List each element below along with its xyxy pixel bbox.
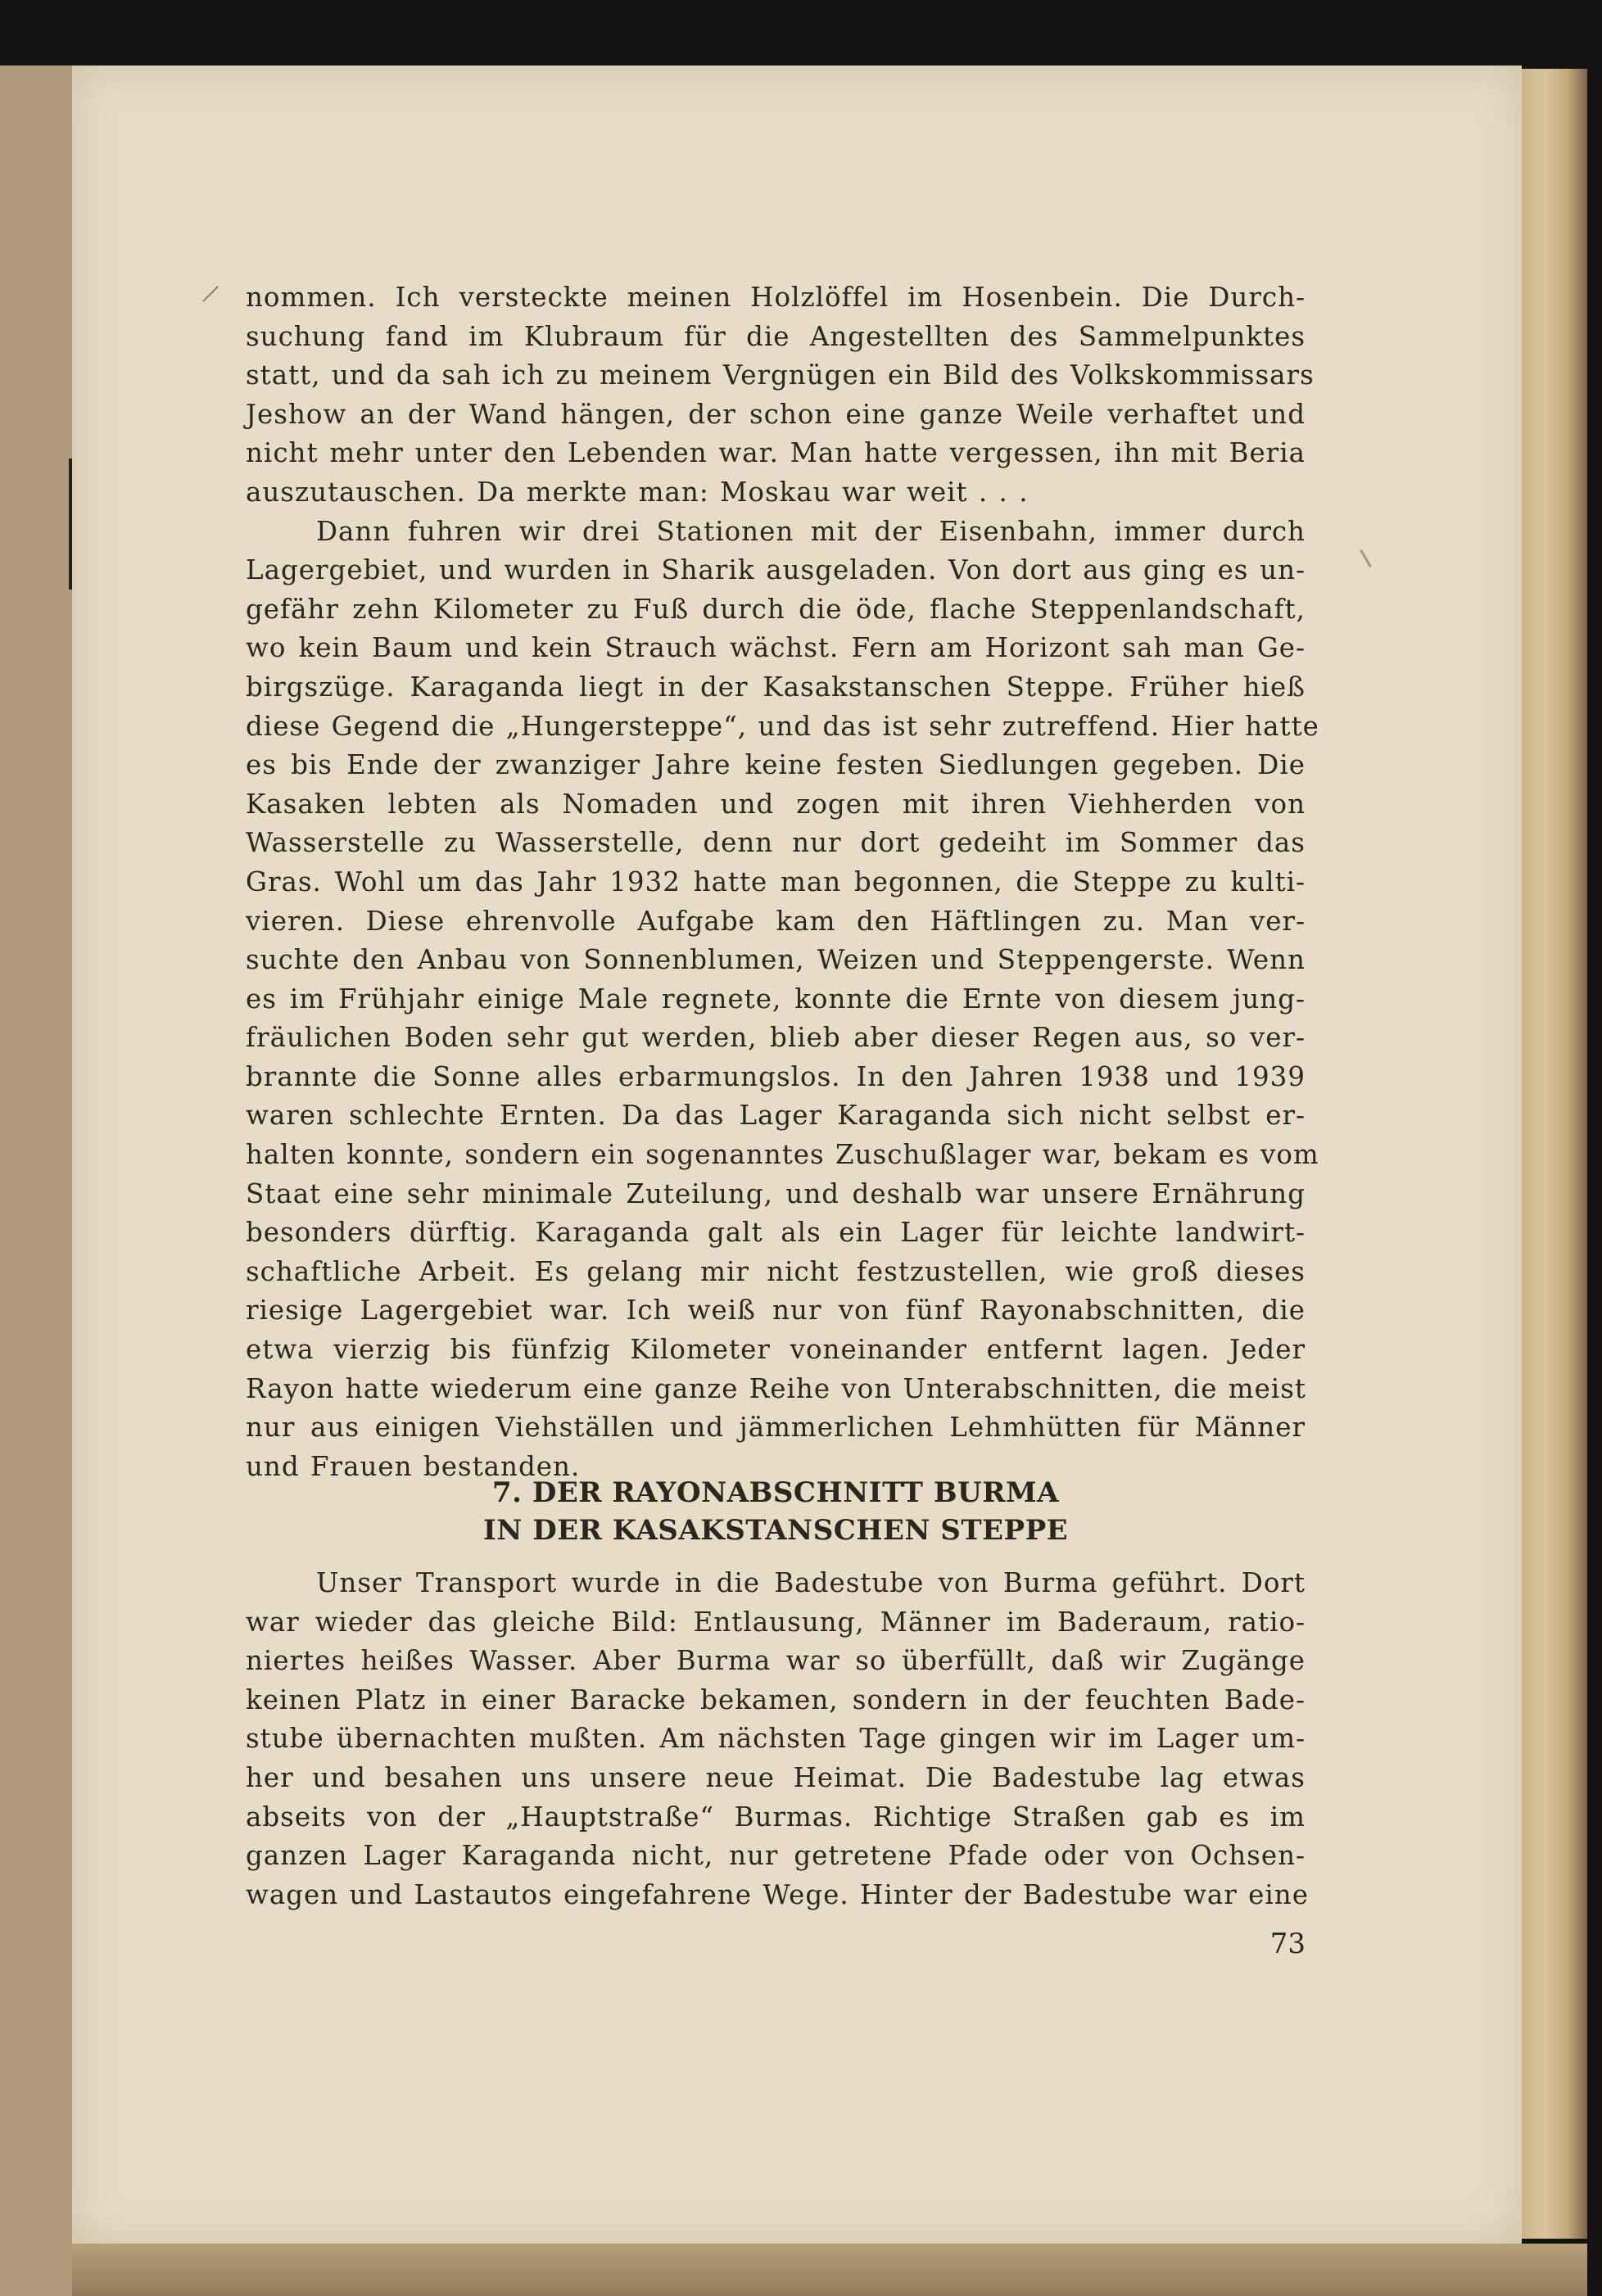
text-line: statt, und da sah ich zu meinem Vergnügen ein Bild des Volkskommissars <box>246 359 1315 391</box>
text-line: brannte die Sonne alles erbarmungslos. In den Jahren 1938 und 1939 <box>246 1060 1306 1092</box>
chapter-heading <box>246 1474 1306 1549</box>
text-line: Jeshow an der Wand hängen, der schon eine ganze Weile verhaftet und <box>246 398 1306 430</box>
text-line: nicht mehr unter den Lebenden war. Man hatte vergessen, ihn mit Beria <box>246 437 1306 469</box>
text-line: etwa vierzig bis fünfzig Kilometer voneinander entfernt lagen. Jeder <box>246 1334 1306 1366</box>
text-line: suchte den Anbau von Sonnenblumen, Weizen und Steppengerste. Wenn <box>246 944 1306 976</box>
chapter-heading-line1: 7. DER RAYONABSCHNITT BURMA <box>492 1476 1059 1509</box>
text-line: ganzen Lager Karaganda nicht, nur getretene Pfade oder von Ochsen- <box>246 1840 1306 1872</box>
text-line: Unser Transport wurde in die Badestube von Burma geführt. Dort <box>316 1567 1306 1598</box>
text-line: halten konnte, sondern ein sogenanntes Zuschußlager war, bekam es vom <box>246 1139 1319 1171</box>
text-line: niertes heißes Wasser. Aber Burma war so überfüllt, daß wir Zugänge <box>246 1645 1306 1677</box>
text-line: stube übernachten mußten. Am nächsten Tage gingen wir im Lager um- <box>246 1723 1306 1755</box>
text-line: abseits von der „Hauptstraße“ Burmas. Richtige Straßen gab es im <box>246 1801 1306 1833</box>
text-line: Kasaken lebten als Nomaden und zogen mit ihren Viehherden von <box>246 788 1306 820</box>
text-line: auszutauschen. Da merkte man: Moskau war weit . . . <box>246 476 1029 508</box>
body-text-upper <box>246 278 1319 1486</box>
text-line: Lagergebiet, und wurden in Sharik ausgeladen. Von dort aus ging es un- <box>246 554 1306 586</box>
text-line: nur aus einigen Viehställen und jämmerlichen Lehmhütten für Männer <box>246 1412 1306 1444</box>
text-line: es im Frühjahr einige Male regnete, konnte die Ernte von diesem jung- <box>246 983 1306 1015</box>
text-line: Gras. Wohl um das Jahr 1932 hatte man begonnen, die Steppe zu kulti- <box>246 866 1306 897</box>
text-line: Staat eine sehr minimale Zuteilung, und deshalb war unsere Ernährung <box>246 1177 1306 1209</box>
text-line: war wieder das gleiche Bild: Entlausung, Männer im Baderaum, ratio- <box>246 1606 1306 1638</box>
text-line: her und besahen uns unsere neue Heimat. Die Badestube lag etwas <box>246 1761 1306 1793</box>
page-edge-bottom <box>72 2244 1587 2296</box>
text-line: besonders dürftig. Karaganda galt als ein Lager für leichte landwirt- <box>246 1217 1306 1249</box>
page-edge-right <box>1522 69 1587 2239</box>
text-line: wo kein Baum und kein Strauch wächst. Fern am Horizont sah man Ge- <box>246 632 1306 664</box>
chapter-heading-line2: IN DER KASAKSTANSCHEN STEPPE <box>482 1514 1069 1547</box>
text-line: und Frauen bestanden. <box>246 1450 581 1482</box>
text-line: nommen. Ich versteckte meinen Holzlöffel im Hosenbein. Die Durch- <box>246 282 1306 313</box>
text-line: gefähr zehn Kilometer zu Fuß durch die öde, flache Steppenlandschaft, <box>246 593 1306 625</box>
text-line: suchung fand im Klubraum für die Angestellten des Sammelpunktes <box>246 320 1306 352</box>
text-line: Wasserstelle zu Wasserstelle, denn nur dort gedeiht im Sommer das <box>246 827 1306 859</box>
scan-background-left <box>0 66 74 2296</box>
text-line: es bis Ende der zwanziger Jahre keine festen Siedlungen gegeben. Die <box>246 749 1306 781</box>
text-line: Dann fuhren wir drei Stationen mit der Eisenbahn, immer durch <box>316 515 1306 547</box>
text-line: birgszüge. Karaganda liegt in der Kasakstanschen Steppe. Früher hieß <box>246 671 1306 703</box>
text-line: diese Gegend die „Hungersteppe“, und das ist sehr zutreffend. Hier hatte <box>246 710 1319 742</box>
text-line: riesige Lagergebiet war. Ich weiß nur von fünf Rayonabschnitten, die <box>246 1295 1306 1327</box>
page-number: 73 <box>1269 1928 1306 1960</box>
text-line: vieren. Diese ehrenvolle Aufgabe kam den Häftlingen zu. Man ver- <box>246 905 1306 937</box>
body-text-lower <box>246 1564 1309 1914</box>
text-line: Rayon hatte wiederum eine ganze Reihe von Unterabschnitten, die meist <box>246 1372 1306 1404</box>
text-line: wagen und Lastautos eingefahrene Wege. Hinter der Badestube war eine <box>246 1878 1309 1910</box>
text-line: schaftliche Arbeit. Es gelang mir nicht festzustellen, wie groß dieses <box>246 1255 1306 1287</box>
text-line: keinen Platz in einer Baracke bekamen, sondern in der feuchten Bade- <box>246 1684 1306 1715</box>
text-line: fräulichen Boden sehr gut werden, blieb aber dieser Regen aus, so ver- <box>246 1022 1306 1054</box>
text-line: waren schlechte Ernten. Da das Lager Karaganda sich nicht selbst er- <box>246 1100 1306 1132</box>
